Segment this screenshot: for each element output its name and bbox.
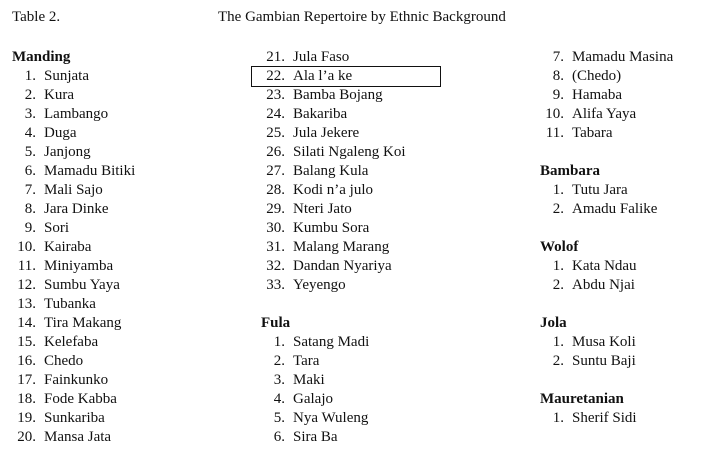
list-item xyxy=(12,276,135,295)
item-name: Kelefaba xyxy=(44,334,99,350)
list-item xyxy=(261,105,406,124)
item-number: 10. xyxy=(17,239,36,255)
item-name: Mamadu Masina xyxy=(572,49,674,65)
spacer xyxy=(540,219,673,238)
item-number: 20. xyxy=(17,429,36,445)
item-number: 24. xyxy=(266,106,285,122)
item-name: Sumbu Yaya xyxy=(44,277,120,293)
manding-list-part-2 xyxy=(261,48,406,295)
item-number: 7. xyxy=(552,49,564,65)
item-number: 23. xyxy=(266,87,285,103)
item-number: 16. xyxy=(17,353,36,369)
list-item xyxy=(12,143,135,162)
list-item xyxy=(540,352,673,371)
item-name: Suntu Baji xyxy=(572,353,636,369)
item-number: 1. xyxy=(24,68,36,84)
item-name: Kairaba xyxy=(44,239,92,255)
list-item xyxy=(261,143,406,162)
item-name: Kura xyxy=(44,87,74,103)
item-number: 27. xyxy=(266,163,285,179)
spacer xyxy=(261,295,406,314)
item-name: Balang Kula xyxy=(293,163,369,179)
list-item xyxy=(12,333,135,352)
group-heading-manding: Manding xyxy=(12,49,71,65)
item-number: 28. xyxy=(266,182,285,198)
item-name: Abdu Njai xyxy=(572,277,635,293)
item-number: 25. xyxy=(266,125,285,141)
item-number: 2. xyxy=(552,353,564,369)
fula-list-part-1 xyxy=(261,333,406,447)
list-item xyxy=(261,428,406,447)
list-item xyxy=(261,86,406,105)
group-heading-mauretanian: Mauretanian xyxy=(540,391,624,407)
list-item xyxy=(261,257,406,276)
column-3 xyxy=(540,48,673,428)
list-item xyxy=(540,105,673,124)
list-item xyxy=(261,390,406,409)
group-heading-bambara: Bambara xyxy=(540,163,600,179)
item-name: Kumbu Sora xyxy=(293,220,370,236)
list-item xyxy=(540,86,673,105)
list-item xyxy=(12,124,135,143)
item-name: Satang Madi xyxy=(293,334,370,350)
item-name: (Chedo) xyxy=(572,68,622,84)
item-name: Janjong xyxy=(44,144,91,160)
item-number: 1. xyxy=(552,258,564,274)
list-item xyxy=(540,124,673,143)
item-name: Mansa Jata xyxy=(44,429,112,445)
list-item xyxy=(261,219,406,238)
group-heading-fula: Fula xyxy=(261,315,291,331)
list-item xyxy=(12,352,135,371)
item-name: Sori xyxy=(44,220,70,236)
spacer xyxy=(540,371,673,390)
item-number: 21. xyxy=(266,49,285,65)
list-item xyxy=(261,238,406,257)
item-name: Silati Ngaleng Koi xyxy=(293,144,406,160)
list-item xyxy=(540,48,673,67)
wolof-list xyxy=(540,257,673,295)
bambara-list xyxy=(540,181,673,219)
list-item xyxy=(12,428,135,447)
item-number: 11. xyxy=(545,125,564,141)
list-item xyxy=(12,371,135,390)
item-number: 5. xyxy=(273,410,285,426)
item-number: 17. xyxy=(17,372,36,388)
item-name: Jula Jekere xyxy=(293,125,360,141)
table-title: The Gambian Repertoire by Ethnic Background xyxy=(218,9,506,25)
list-item xyxy=(12,162,135,181)
table-label: Table 2. xyxy=(12,9,61,25)
item-name: Ala l’a ke xyxy=(293,68,353,84)
item-name: Jara Dinke xyxy=(44,201,109,217)
item-number: 1. xyxy=(273,334,285,350)
item-name: Tara xyxy=(293,353,320,369)
item-number: 2. xyxy=(24,87,36,103)
fula-list-part-2 xyxy=(540,48,673,143)
list-item xyxy=(540,181,673,200)
column-2 xyxy=(261,48,406,447)
item-number: 26. xyxy=(266,144,285,160)
item-name: Sherif Sidi xyxy=(572,410,637,426)
item-number: 2. xyxy=(552,201,564,217)
item-name: Tira Makang xyxy=(44,315,122,331)
list-item xyxy=(261,181,406,200)
item-name: Mamadu Bitiki xyxy=(44,163,136,179)
item-name: Hamaba xyxy=(572,87,622,103)
mauretanian-list xyxy=(540,409,673,428)
item-name: Sira Ba xyxy=(293,429,338,445)
item-name: Sunkariba xyxy=(44,410,105,426)
item-number: 10. xyxy=(545,106,564,122)
item-number: 13. xyxy=(17,296,36,312)
item-name: Dandan Nyariya xyxy=(293,258,392,274)
item-number: 18. xyxy=(17,391,36,407)
item-name: Kodi n’a julo xyxy=(293,182,373,198)
item-name: Fainkunko xyxy=(44,372,109,388)
item-number: 2. xyxy=(273,353,285,369)
manding-list-part-1 xyxy=(12,67,135,447)
item-name: Bamba Bojang xyxy=(293,87,383,103)
list-item xyxy=(261,124,406,143)
item-number: 31. xyxy=(266,239,285,255)
item-name: Malang Marang xyxy=(293,239,390,255)
item-name: Lambango xyxy=(44,106,109,122)
list-item xyxy=(12,409,135,428)
list-item xyxy=(261,409,406,428)
list-item xyxy=(261,48,406,67)
item-name: Jula Faso xyxy=(293,49,350,65)
item-name: Miniyamba xyxy=(44,258,114,274)
group-heading-jola: Jola xyxy=(540,315,567,331)
item-number: 15. xyxy=(17,334,36,350)
item-name: Kata Ndau xyxy=(572,258,637,274)
list-item xyxy=(12,390,135,409)
list-item xyxy=(261,162,406,181)
list-item xyxy=(12,105,135,124)
spacer xyxy=(540,295,673,314)
list-item xyxy=(261,200,406,219)
item-name: Tabara xyxy=(572,125,613,141)
item-number: 11. xyxy=(17,258,36,274)
list-item xyxy=(261,276,406,295)
item-number: 32. xyxy=(266,258,285,274)
list-item xyxy=(261,371,406,390)
list-item xyxy=(540,333,673,352)
item-name: Duga xyxy=(44,125,77,141)
item-name: Maki xyxy=(293,372,325,388)
item-name: Amadu Falike xyxy=(572,201,658,217)
item-number: 9. xyxy=(552,87,564,103)
item-number: 6. xyxy=(24,163,36,179)
list-item xyxy=(12,67,135,86)
list-item xyxy=(12,181,135,200)
list-item xyxy=(540,257,673,276)
item-name: Tutu Jara xyxy=(572,182,628,198)
item-number: 1. xyxy=(552,182,564,198)
item-name: Nteri Jato xyxy=(293,201,352,217)
item-name: Sunjata xyxy=(44,68,89,84)
item-number: 12. xyxy=(17,277,36,293)
item-number: 30. xyxy=(266,220,285,236)
list-item xyxy=(261,352,406,371)
item-number: 14. xyxy=(17,315,36,331)
item-number: 9. xyxy=(24,220,36,236)
item-number: 1. xyxy=(552,334,564,350)
list-item xyxy=(12,314,135,333)
list-item xyxy=(540,409,673,428)
item-number: 7. xyxy=(24,182,36,198)
item-name: Yeyengo xyxy=(293,277,346,293)
jola-list xyxy=(540,333,673,371)
item-name: Bakariba xyxy=(293,106,348,122)
list-item xyxy=(12,200,135,219)
item-number: 2. xyxy=(552,277,564,293)
item-name: Galajo xyxy=(293,391,333,407)
list-item xyxy=(12,86,135,105)
item-name: Chedo xyxy=(44,353,84,369)
list-item xyxy=(12,295,135,314)
item-number: 3. xyxy=(24,106,36,122)
item-number: 8. xyxy=(24,201,36,217)
list-item xyxy=(12,238,135,257)
item-number: 29. xyxy=(266,201,285,217)
item-number: 1. xyxy=(552,410,564,426)
item-name: Alifa Yaya xyxy=(572,106,637,122)
list-item xyxy=(261,333,406,352)
list-item xyxy=(540,67,673,86)
list-item xyxy=(12,219,135,238)
item-name: Mali Sajo xyxy=(44,182,103,198)
item-name: Musa Koli xyxy=(572,334,636,350)
item-number: 8. xyxy=(552,68,564,84)
item-name: Nya Wuleng xyxy=(293,410,369,426)
item-number: 5. xyxy=(24,144,36,160)
list-item xyxy=(540,200,673,219)
item-number: 33. xyxy=(266,277,285,293)
group-heading-wolof: Wolof xyxy=(540,239,579,255)
column-1 xyxy=(12,48,135,447)
list-item xyxy=(540,276,673,295)
item-number: 22. xyxy=(266,68,285,84)
item-number: 3. xyxy=(273,372,285,388)
item-number: 19. xyxy=(17,410,36,426)
item-name: Fode Kabba xyxy=(44,391,117,407)
item-number: 4. xyxy=(24,125,36,141)
list-item-highlighted xyxy=(261,67,406,86)
item-name: Tubanka xyxy=(44,296,96,312)
item-number: 4. xyxy=(273,391,285,407)
item-number: 6. xyxy=(273,429,285,445)
list-item xyxy=(12,257,135,276)
spacer xyxy=(540,143,673,162)
